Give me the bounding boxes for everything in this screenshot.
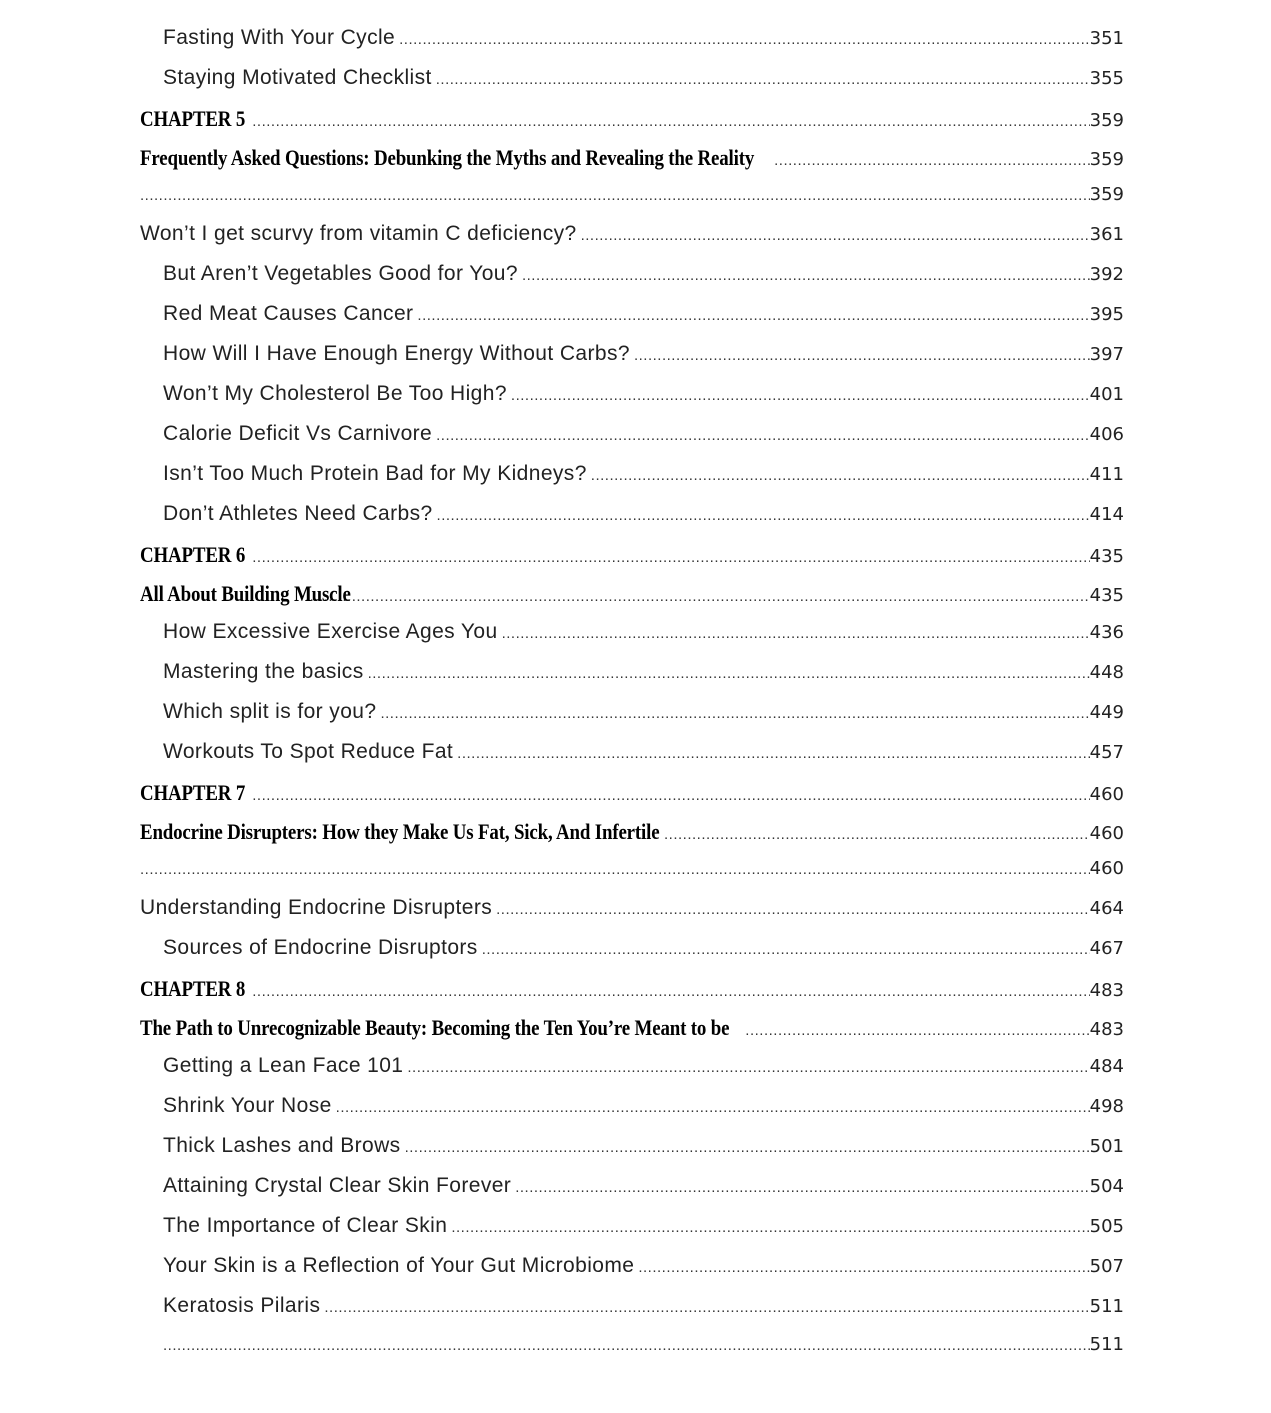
dot-leader: [634, 347, 1090, 364]
toc-page-number: 359: [1089, 184, 1124, 205]
toc-entry[interactable]: [140, 740, 1124, 780]
toc-page-number: 457: [1089, 742, 1124, 763]
dot-leader: [252, 983, 1089, 1000]
toc-entry-title: Getting a Lean Face 101: [163, 1054, 404, 1077]
toc-entry-title: Shrink Your Nose: [163, 1094, 332, 1117]
toc-page-number: 484: [1089, 1056, 1124, 1077]
toc-section-entry[interactable]: [140, 1015, 1124, 1054]
toc-page-number: 395: [1089, 304, 1124, 325]
toc-entry-title: CHAPTER 7: [140, 780, 246, 805]
dot-leader: [368, 665, 1090, 682]
dot-leader: [336, 1099, 1090, 1116]
dot-leader: [591, 467, 1090, 484]
toc-page-number: 501: [1089, 1136, 1124, 1157]
dot-leader: [163, 1337, 1090, 1354]
toc-page-number: 507: [1089, 1256, 1124, 1277]
toc-page-number: 397: [1089, 344, 1124, 365]
dot-leader: [436, 71, 1090, 88]
toc-entry[interactable]: [140, 896, 1124, 936]
toc-entry[interactable]: [140, 502, 1124, 542]
toc-entry-title: Staying Motivated Checklist: [163, 66, 432, 89]
dot-leader: [437, 507, 1090, 524]
dot-leader: [407, 1059, 1089, 1076]
toc-entry[interactable]: [140, 222, 1124, 262]
toc-page-number: 392: [1089, 264, 1124, 285]
toc-entry[interactable]: [140, 1254, 1124, 1294]
toc-entry-title: Won’t My Cholesterol Be Too High?: [163, 382, 507, 405]
toc-page-number: 355: [1089, 68, 1124, 89]
toc-entry-title: Red Meat Causes Cancer: [163, 302, 414, 325]
toc-page-number: 351: [1089, 28, 1124, 49]
toc-page-number: 359: [1089, 149, 1124, 170]
dot-leader: [305, 588, 1090, 605]
toc-chapter-entry[interactable]: [140, 780, 1124, 819]
toc-page-number: 449: [1089, 702, 1124, 723]
table-of-contents: [140, 26, 1124, 1372]
toc-entry-title: Isn’t Too Much Protein Bad for My Kidneys?: [163, 462, 587, 485]
toc-entry-title: Don’t Athletes Need Carbs?: [163, 502, 433, 525]
toc-entry[interactable]: [140, 462, 1124, 502]
toc-section-entry[interactable]: [140, 145, 1124, 184]
toc-page-number: 359: [1089, 110, 1124, 131]
dot-leader: [457, 745, 1089, 762]
toc-chapter-entry[interactable]: [140, 976, 1124, 1015]
toc-entry[interactable]: [140, 700, 1124, 740]
toc-entry-title: Endocrine Disrupters: How they Make Us Fat, Sick, And Infertile: [140, 819, 660, 844]
toc-entry-title: All About Building Muscle: [140, 581, 351, 606]
toc-entry[interactable]: [140, 26, 1124, 66]
dot-leader: [252, 787, 1089, 804]
toc-page-number: 483: [1089, 980, 1124, 1001]
dot-leader: [581, 227, 1090, 244]
toc-entry[interactable]: [140, 1054, 1124, 1094]
toc-entry-title: But Aren’t Vegetables Good for You?: [163, 262, 518, 285]
toc-entry[interactable]: [140, 1094, 1124, 1134]
toc-entry[interactable]: [140, 1334, 1124, 1372]
dot-leader: [515, 1179, 1089, 1196]
dot-leader: [451, 1219, 1089, 1236]
toc-page-number: 435: [1089, 585, 1124, 606]
dot-leader: [522, 267, 1090, 284]
toc-entry[interactable]: [140, 936, 1124, 976]
dot-leader: [511, 387, 1090, 404]
toc-entry-title: Won’t I get scurvy from vitamin C deficiency?: [140, 222, 577, 245]
toc-entry[interactable]: [140, 1134, 1124, 1174]
toc-entry-title: Calorie Deficit Vs Carnivore: [163, 422, 433, 445]
toc-page-number: 464: [1089, 898, 1124, 919]
toc-page-number: 511: [1089, 1296, 1124, 1317]
dot-leader: [405, 1139, 1090, 1156]
toc-page-number: 505: [1089, 1216, 1124, 1237]
toc-entry-title: CHAPTER 5: [140, 106, 246, 131]
dot-leader: [496, 901, 1090, 918]
toc-entry-title: Mastering the basics: [163, 660, 364, 683]
toc-page-number: 414: [1089, 504, 1124, 525]
toc-entry[interactable]: [140, 858, 1124, 896]
toc-page-number: 436: [1089, 622, 1124, 643]
dot-leader: [252, 549, 1089, 566]
dot-leader: [417, 307, 1089, 324]
toc-page-number: 498: [1089, 1096, 1124, 1117]
toc-page-number: 460: [1089, 823, 1124, 844]
dot-leader: [252, 113, 1089, 130]
dot-leader: [436, 427, 1090, 444]
toc-page-number: 483: [1089, 1019, 1124, 1040]
toc-entry[interactable]: [140, 620, 1124, 660]
toc-entry[interactable]: [140, 184, 1124, 222]
toc-entry-title: Frequently Asked Questions: Debunking the Myths and Revealing the Reality: [140, 145, 755, 170]
dot-leader: [774, 152, 1090, 169]
toc-entry-title: Your Skin is a Reflection of Your Gut Microbiome: [163, 1254, 635, 1277]
dot-leader: [324, 1299, 1089, 1316]
toc-entry-title: Understanding Endocrine Disrupters: [140, 896, 493, 919]
toc-entry[interactable]: [140, 382, 1124, 422]
toc-page-number: 467: [1089, 938, 1124, 959]
toc-page-number: 448: [1089, 662, 1124, 683]
toc-entry[interactable]: [140, 1174, 1124, 1214]
toc-page-number: 406: [1089, 424, 1124, 445]
dot-leader: [745, 1022, 1089, 1039]
toc-entry-title: CHAPTER 8: [140, 976, 246, 1001]
toc-entry[interactable]: [140, 660, 1124, 700]
toc-entry-title: How Excessive Exercise Ages You: [163, 620, 498, 643]
dot-leader: [399, 31, 1090, 48]
toc-entry-title: Which split is for you?: [163, 700, 377, 723]
dot-leader: [638, 1259, 1089, 1276]
toc-entry-title: Sources of Endocrine Disruptors: [163, 936, 478, 959]
toc-entry[interactable]: [140, 302, 1124, 342]
toc-page-number: 504: [1089, 1176, 1124, 1197]
toc-entry-title: Keratosis Pilaris: [163, 1294, 321, 1317]
dot-leader: [502, 625, 1090, 642]
toc-page-number: 361: [1089, 224, 1124, 245]
toc-entry-title: The Importance of Clear Skin: [163, 1214, 448, 1237]
dot-leader: [664, 826, 1090, 843]
toc-page-number: 460: [1089, 784, 1124, 805]
dot-leader: [380, 705, 1089, 722]
toc-page-number: 460: [1089, 858, 1124, 879]
toc-entry[interactable]: [140, 1214, 1124, 1254]
toc-page-number: 411: [1089, 464, 1124, 485]
toc-entry-title: The Path to Unrecognizable Beauty: Becoming the Ten You’re Meant to be: [140, 1015, 730, 1040]
toc-entry-title: Fasting With Your Cycle: [163, 26, 396, 49]
toc-page-number: 435: [1089, 546, 1124, 567]
toc-entry[interactable]: [140, 1294, 1124, 1334]
dot-leader: [140, 861, 1090, 878]
toc-section-entry[interactable]: [140, 819, 1124, 858]
toc-page-number: 401: [1089, 384, 1124, 405]
toc-entry-title: CHAPTER 6: [140, 542, 246, 567]
toc-section-entry[interactable]: [140, 581, 1124, 620]
dot-leader: [140, 187, 1090, 204]
toc-entry[interactable]: [140, 422, 1124, 462]
toc-entry[interactable]: [140, 66, 1124, 106]
toc-page-number: 511: [1089, 1334, 1124, 1355]
toc-entry-title: Thick Lashes and Brows: [163, 1134, 401, 1157]
toc-entry-title: Attaining Crystal Clear Skin Forever: [163, 1174, 512, 1197]
toc-entry[interactable]: [140, 342, 1124, 382]
toc-chapter-entry[interactable]: [140, 542, 1124, 581]
toc-entry-title: Workouts To Spot Reduce Fat: [163, 740, 454, 763]
toc-entry-title: How Will I Have Enough Energy Without Carbs?: [163, 342, 630, 365]
dot-leader: [482, 941, 1090, 958]
toc-entry[interactable]: [140, 262, 1124, 302]
toc-chapter-entry[interactable]: [140, 106, 1124, 145]
